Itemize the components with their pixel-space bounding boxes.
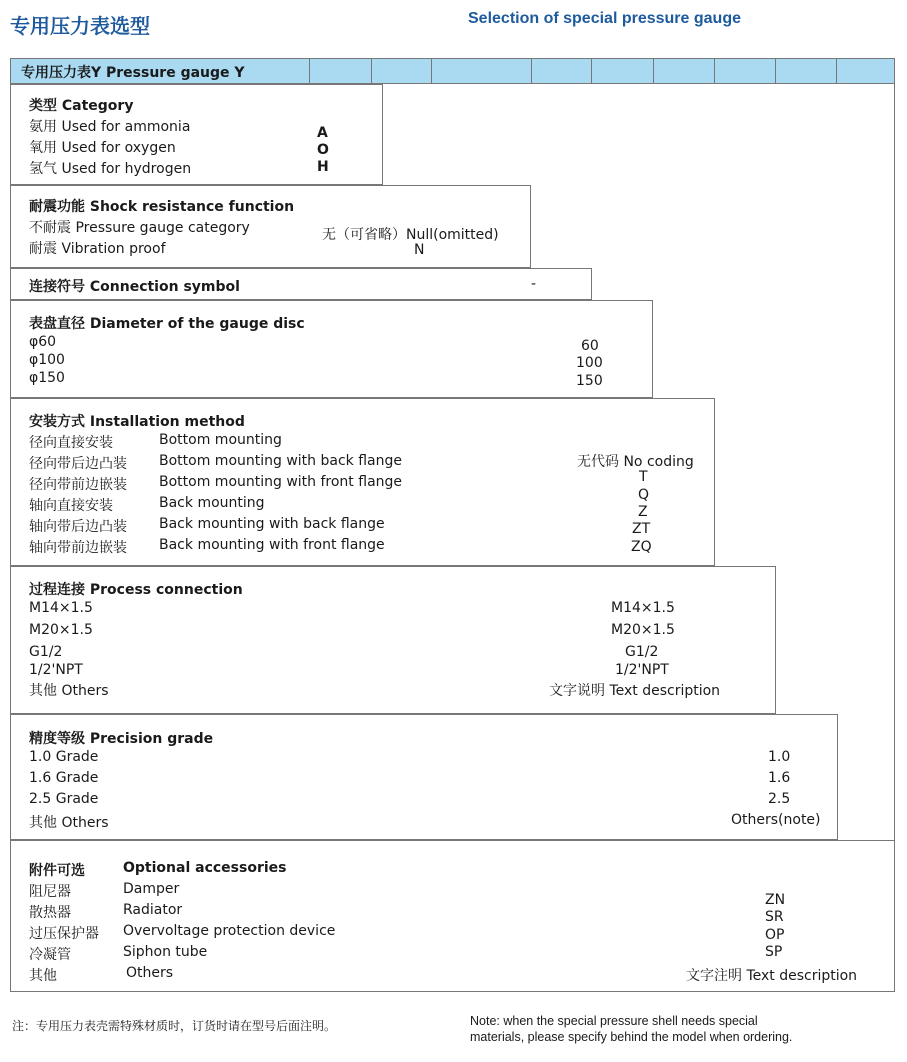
option-row: 2.5 Grade [29,791,99,807]
note-en-line: Note: when the special pressure shell needs special [470,1014,758,1028]
option-row: 不耐震 Pressure gauge category [29,220,250,236]
option-code: G1/2 [625,644,659,660]
header-cell-divider [836,59,837,83]
header-cell-divider [531,59,532,83]
option-code: 文字说明 Text description [549,683,721,699]
option-row-zh: 过压保护器 [29,926,99,942]
option-row-en: Damper [123,881,180,897]
option-row-zh: 阻尼器 [29,884,71,900]
section-title: 连接符号 Connection symbol [29,279,240,295]
option-code: Z [638,504,648,520]
option-row-en: Bottom mounting with back flange [159,453,402,469]
page-title-zh: 专用压力表选型 [10,14,150,38]
option-row-zh: 径向带后边凸装 [29,456,127,472]
option-code: O [317,142,329,158]
section-precision [10,714,838,840]
option-row-en: Back mounting with back flange [159,516,385,532]
section-title: 安装方式 Installation method [29,414,245,430]
option-row-zh: 轴向带前边嵌装 [29,540,127,556]
option-row: 耐震 Vibration proof [29,241,166,257]
section-shock [10,185,531,268]
section-category [10,84,383,185]
option-row: 氨用 Used for ammonia [29,119,191,135]
option-row-en: Bottom mounting with front flange [159,474,403,490]
option-row: 氢气 Used for hydrogen [29,161,192,177]
option-row-en: Others [126,965,174,981]
section-title-zh: 附件可选 [29,863,85,879]
option-code: SP [765,944,783,960]
option-row-en: Back mounting [159,495,265,511]
header-cell-divider [653,59,654,83]
section-diameter [10,300,653,398]
page-title-en: Selection of special pressure gauge [468,10,741,27]
option-row-zh: 其他 [29,968,57,984]
header-cell-divider [431,59,432,83]
option-row: 氧用 Used for oxygen [29,140,176,156]
option-row: 1.0 Grade [29,749,99,765]
section-title: 类型 Category [29,98,134,114]
header-cell-divider [371,59,372,83]
header-cell-divider [714,59,715,83]
header-bar-title: 专用压力表Y Pressure gauge Y [21,65,245,81]
option-row: φ60 [29,334,57,350]
option-code: OP [765,927,785,943]
option-code: 文字注明 Text description [686,968,858,984]
option-row-zh: 散热器 [29,905,71,921]
option-code: M20×1.5 [611,622,675,638]
option-code: T [639,469,648,485]
note-zh: 注：专用压力表壳需特殊材质时，订货时请在型号后面注明。 [12,1019,337,1033]
option-code: M14×1.5 [611,600,675,616]
section-process [10,566,776,714]
option-code: ZQ [631,539,652,555]
option-row: M20×1.5 [29,622,93,638]
option-code: A [317,125,328,141]
note-en-line: materials, please specify behind the model when ordering. [470,1030,793,1044]
section-connection [10,268,592,300]
option-row: φ100 [29,352,65,368]
option-code: SR [765,909,784,925]
option-row: M14×1.5 [29,600,93,616]
header-cell-divider [309,59,310,83]
option-code: 100 [576,355,603,371]
option-row: 1.6 Grade [29,770,99,786]
section-title: 精度等级 Precision grade [29,731,214,747]
option-row-en: Siphon tube [123,944,208,960]
section-accessories [10,840,895,992]
option-code: 150 [576,373,603,389]
option-row: 1/2'NPT [29,662,83,678]
option-code: Others(note) [731,812,821,828]
option-code: H [317,159,329,175]
option-row: 其他 Others [29,683,109,699]
header-cell-divider [591,59,592,83]
option-code: 1.0 [768,749,791,765]
option-row-zh: 冷凝管 [29,947,71,963]
option-code: ZN [765,892,786,908]
option-row: 其他 Others [29,815,109,831]
option-code: 60 [581,338,599,354]
option-row-en: Back mounting with front flange [159,537,385,553]
option-code: ZT [632,521,651,537]
option-code: 无（可省略）Null(omitted) [322,227,499,243]
header-bar [10,58,895,84]
section-title: 耐震功能 Shock resistance function [29,199,295,215]
section-title: 表盘直径 Diameter of the gauge disc [29,316,305,332]
option-row-en: Radiator [123,902,183,918]
option-row-en: Bottom mounting [159,432,282,448]
option-code: 1.6 [768,770,791,786]
option-code: - [531,276,537,292]
option-row-zh: 径向直接安装 [29,435,113,451]
option-row-zh: 轴向直接安装 [29,498,113,514]
option-row: φ150 [29,370,65,386]
option-row: G1/2 [29,644,63,660]
option-row-zh: 径向带前边嵌装 [29,477,127,493]
option-row-en: Overvoltage protection device [123,923,336,939]
option-code: 1/2'NPT [615,662,669,678]
section-installation [10,398,715,566]
option-code: N [414,242,425,258]
option-code: Q [638,487,650,503]
note-en [470,1013,792,1045]
section-title-en: Optional accessories [123,860,287,876]
option-row-zh: 轴向带后边凸装 [29,519,127,535]
option-code: 2.5 [768,791,791,807]
section-title: 过程连接 Process connection [29,582,243,598]
header-cell-divider [775,59,776,83]
option-code: 无代码 No coding [577,454,694,470]
